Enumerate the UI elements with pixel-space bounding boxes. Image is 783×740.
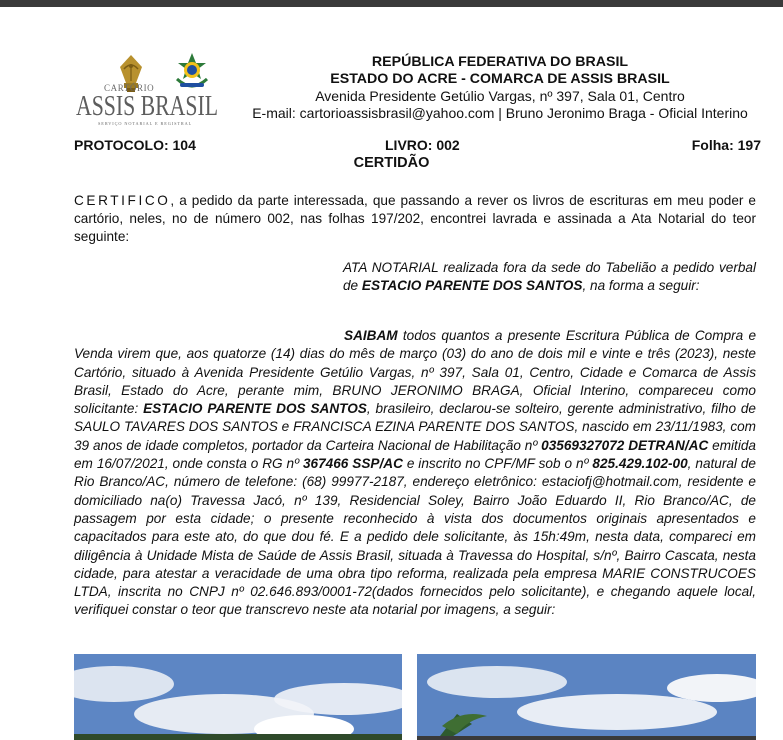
logo-top-text: CARTÓRIO	[104, 83, 155, 93]
top-bar	[0, 0, 783, 7]
ata-notarial-intro	[343, 259, 756, 295]
body-text-2: , brasileiro, declarou-se solteiro, gerente administrativo, filho de SAULO TAVARES DOS SANTOS e FRANCISCA EZINA PARENTE DOS SANTOS, nascido em 23/11/1983, com 39 anos de idade completos, portador da Carteira Nacional de Habilitação nº	[74, 401, 756, 453]
body-text-4: e inscrito no CPF/MF sob o nº	[402, 456, 593, 472]
logo-sub-text: SERVIÇO NOTARIAL E REGISTRAL	[98, 121, 193, 126]
header-email: E-mail: cartorioassisbrasil@yahoo.com | Bruno Jeronimo Braga - Oficial Interino	[252, 105, 748, 121]
certifico-paragraph	[74, 192, 756, 246]
evidence-photo-2	[417, 654, 756, 740]
ata-intro-end: , na forma a seguir:	[582, 278, 700, 293]
saibam-paragraph	[74, 327, 756, 620]
cpf-number: 825.429.102-00	[592, 456, 688, 472]
solicitante-name: ESTACIO PARENTE DOS SANTOS	[143, 401, 367, 417]
saibam-word: SAIBAM	[344, 328, 398, 343]
folha-label: Folha: 197	[691, 137, 761, 153]
rg-number: 367466 SSP/AC	[302, 456, 403, 472]
certifico-text: , a pedido da parte interessada, que passando a rever os livros de escrituras em meu poder e cartório, neles, no de número 002, nas folhas 197/202, encontrei lavrada e assinada a Ata Notarial do teor seguinte:	[74, 193, 756, 244]
ata-requester-name: ESTACIO PARENTE DOS SANTOS	[361, 278, 583, 293]
logo-name: ASSIS BRASIL	[76, 90, 218, 122]
header-line-2: ESTADO DO ACRE - COMARCA DE ASSIS BRASIL	[330, 71, 670, 87]
cnh-number: 03569327072 DETRAN/AC	[541, 437, 709, 453]
ata-intro-text: ATA NOTARIAL realizada fora da sede do Tabelião a pedido verbal de	[343, 260, 756, 293]
protocolo-label: PROTOCOLO: 104	[74, 137, 196, 153]
logo-graphic	[74, 53, 220, 131]
body-text-5: , natural de Rio Branco/AC, número de telefone: (68) 99977-2187, endereço eletrônico: estaciofj@hotmail.com, residente e domiciliado na(o) Travessa Jacó, nº 139, Residencial Soley, Bairro João Eduardo II, Rio Branco/AC, de passagem por esta cidade; o presente reconhecido à vista dos documentos originais apresentados e capacitados para este ato, do que dou fé. E a pedido dele solicitante, às 15h:49m, nesta data, compareci em diligência à Unidade Mista de Saúde de Assis Brasil, situada à Travessa do Hospital, s/nº, Bairro Cascata, nesta cidade, para atestar a veracidade de uma obra tipo reforma, realizada pela empresa MARIE CONSTRUCOES LTDA, inscrita no CNPJ nº 02.646.893/0001-72(dados fornecidos pelo solicitante), e chegando aquele local, verifiquei constar o teor que transcrevo neste ata notarial por imagens, a seguir:	[74, 456, 756, 618]
evidence-photo-1	[74, 654, 402, 740]
cartorio-logo	[74, 53, 220, 131]
livro-label: LIVRO: 002	[385, 137, 460, 153]
document-header	[230, 54, 770, 122]
header-address: Avenida Presidente Getúlio Vargas, nº 397, Sala 01, Centro	[315, 88, 685, 104]
document-title: CERTIDÃO	[353, 155, 430, 171]
certifico-word: CERTIFICO	[74, 193, 171, 208]
coat-of-arms-icon	[177, 53, 207, 87]
body-text-1: todos quantos a presente Escritura Pública de Compra e Venda virem que, aos quatorze (14) dias do mês de março (03) do ano de dois mil e vinte e três (2023), neste Cartório, situado à Avenida Presidente Getúlio Vargas, nº 397, Sala 01, Centro, Cidade e Comarca de Assis Brasil, Estado do Acre, perante mim, BRUNO JERONIMO BRAGA, Oficial Interino, compareceu como solicitante:	[74, 328, 756, 417]
header-line-1: REPÚBLICA FEDERATIVA DO BRASIL	[371, 54, 629, 70]
body-text-3: emitida em 16/07/2021, onde consta o RG nº	[74, 437, 756, 472]
